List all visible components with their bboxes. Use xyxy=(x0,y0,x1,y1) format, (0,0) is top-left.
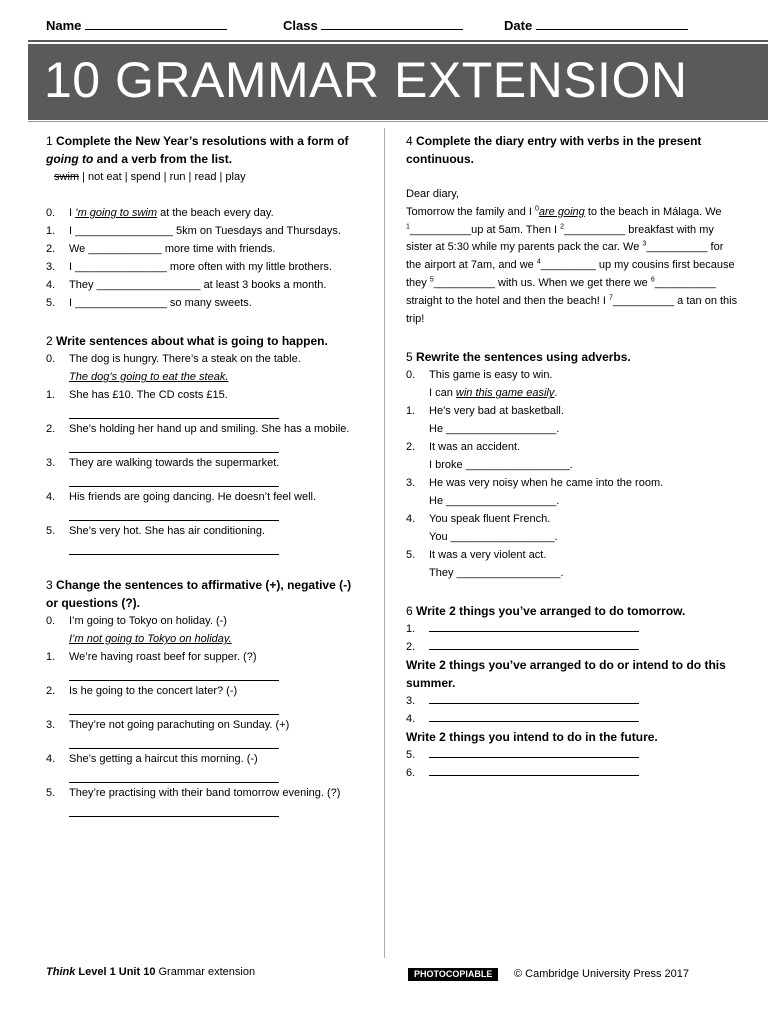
section-2 xyxy=(46,332,362,556)
list-item: 3. They’re not going parachuting on Sunday. (+) xyxy=(46,716,362,750)
list-item: 2. She’s holding her hand up and smiling. She has a mobile. xyxy=(46,420,362,454)
section-3 xyxy=(46,576,362,818)
list-item: 1. We’re having roast beef for supper. (?) xyxy=(46,648,362,682)
header-rule xyxy=(28,40,768,42)
student-info-fields xyxy=(46,18,746,38)
answer-line[interactable] xyxy=(69,802,362,818)
section-6 xyxy=(406,602,738,782)
list-item: 5. They’re practising with their band tomorrow evening. (?) xyxy=(46,784,362,818)
page-footer xyxy=(46,966,746,982)
list-item[interactable]: 3. xyxy=(406,692,738,710)
list-item: 2. Is he going to the concert later? (-) xyxy=(46,682,362,716)
list-item: 5. She’s very hot. She has air conditioning. xyxy=(46,522,362,556)
answer-line[interactable] xyxy=(69,540,362,556)
divider xyxy=(28,121,768,122)
list-item[interactable]: 4. You speak fluent French. You _________________. xyxy=(406,513,558,544)
list-item[interactable]: 5. It was a very violent act. They _________________. xyxy=(406,549,564,580)
word-struck: swim xyxy=(54,171,80,183)
list-item: 0. The dog is hungry. There’s a steak on the table. The dog’s going to eat the steak. xyxy=(46,353,301,383)
section-4-title: 4 Complete the diary entry with verbs in the present continuous. xyxy=(406,134,702,166)
answer-line[interactable] xyxy=(69,700,362,716)
list-item[interactable]: 2. It was an accident. I broke _________________. xyxy=(406,441,573,472)
section-6-subtitle: Write 2 things you intend to do in the future. xyxy=(406,730,658,745)
example-answer: ’m going to swim xyxy=(75,207,158,219)
answer-line[interactable] xyxy=(69,734,362,750)
example-answer: win this game easily xyxy=(455,387,555,400)
section-3-title: 3 Change the sentences to affirmative (+), negative (-) or questions (?). xyxy=(46,578,352,610)
section-6-title: 6 Write 2 things you’ve arranged to do tomorrow. xyxy=(406,604,686,619)
section-2-title: 2 Write sentences about what is going to happen. xyxy=(46,334,328,348)
list-item[interactable]: 4. xyxy=(406,710,738,728)
class-label: Class xyxy=(283,18,318,33)
column-divider xyxy=(384,128,385,958)
list-item[interactable]: 1. xyxy=(406,620,738,638)
list-item[interactable]: 1. I ________________ 5km on Tuesdays and Thursdays. xyxy=(46,225,341,237)
list-item[interactable]: 5. I _______________ so many sweets. xyxy=(46,297,252,309)
list-item[interactable]: 1. He’s very bad at basketball. He __________________. xyxy=(406,405,564,436)
left-column xyxy=(46,132,362,818)
section-6-subtitle: Write 2 things you’ve arranged to do or intend to do this summer. xyxy=(406,658,726,691)
list-item: 0. This game is easy to win. I can win this game easily. xyxy=(406,369,558,400)
list-item: 1. She has £10. The CD costs £15. xyxy=(46,386,362,420)
list-item[interactable]: 3. I _______________ more often with my little brothers. xyxy=(46,261,332,273)
list-item: 4. His friends are going dancing. He doesn’t feel well. xyxy=(46,488,362,522)
answer-line[interactable] xyxy=(69,404,362,420)
diary-entry[interactable]: Tomorrow the family and I $^0$are going to the beach in Málaga. We $^1$__________up at 5am. Then I $^2$__________ breakfast with my sister at 5:30 while my parents pack the car. We $^3$__________ for the airport at 7am, and we $^4$_________ up my cousins first because they $^5$__________ with us. When we get there we $^6$__________ straight to the hotel and then the beach! I $^7$__________ a tan on this trip! xyxy=(406,205,738,325)
answer-line[interactable] xyxy=(69,472,362,488)
date-label: Date xyxy=(504,18,533,33)
right-column xyxy=(406,132,738,782)
example-answer: I’m not going to Tokyo on holiday. xyxy=(69,633,232,645)
page-title: 10 GRAMMAR EXTENSION xyxy=(44,52,688,108)
example-answer: are going xyxy=(538,205,585,218)
list-item: 0. I’m going to Tokyo on holiday. (-) I’m not going to Tokyo on holiday. xyxy=(46,615,232,645)
name-label: Name xyxy=(46,18,82,33)
list-item[interactable]: 2. We ____________ more time with friends. xyxy=(46,243,276,255)
copyright-text: © Cambridge University Press 2017 xyxy=(514,968,690,980)
answer-line[interactable] xyxy=(69,768,362,784)
section-5-title: 5 Rewrite the sentences using adverbs. xyxy=(406,350,631,365)
photocopiable-badge: PHOTOCOPIABLE xyxy=(408,968,498,981)
name-field[interactable] xyxy=(46,18,227,34)
list-item: 4. She’s getting a haircut this morning. (-) xyxy=(46,750,362,784)
section-4 xyxy=(406,132,738,328)
list-item[interactable]: 4. They _________________ at least 3 books a month. xyxy=(46,279,327,291)
list-item[interactable]: 3. He was very noisy when he came into the room. He __________________. xyxy=(406,477,664,508)
list-item: 0. I ’m going to swim at the beach every day. xyxy=(46,207,274,219)
footer-book-info: Think Level 1 Unit 10 Grammar extension xyxy=(46,966,256,978)
section-1-title: 1 Complete the New Year’s resolutions with a form of going to and a verb from the list. xyxy=(46,134,349,166)
example-answer: The dog’s going to eat the steak. xyxy=(69,371,229,383)
answer-line[interactable] xyxy=(69,666,362,682)
date-field[interactable] xyxy=(504,18,688,34)
class-field[interactable] xyxy=(283,18,463,34)
list-item[interactable]: 5. xyxy=(406,746,738,764)
answer-line[interactable] xyxy=(69,438,362,454)
word-list: swim | not eat | spend | run | read | play xyxy=(54,171,246,183)
section-1 xyxy=(46,132,362,312)
list-item[interactable]: 6. xyxy=(406,764,738,782)
list-item[interactable]: 2. xyxy=(406,638,738,656)
diary-greeting: Dear diary, xyxy=(406,188,459,200)
section-5 xyxy=(406,348,738,582)
title-banner xyxy=(28,44,768,120)
answer-line[interactable] xyxy=(69,506,362,522)
list-item: 3. They are walking towards the supermarket. xyxy=(46,454,362,488)
